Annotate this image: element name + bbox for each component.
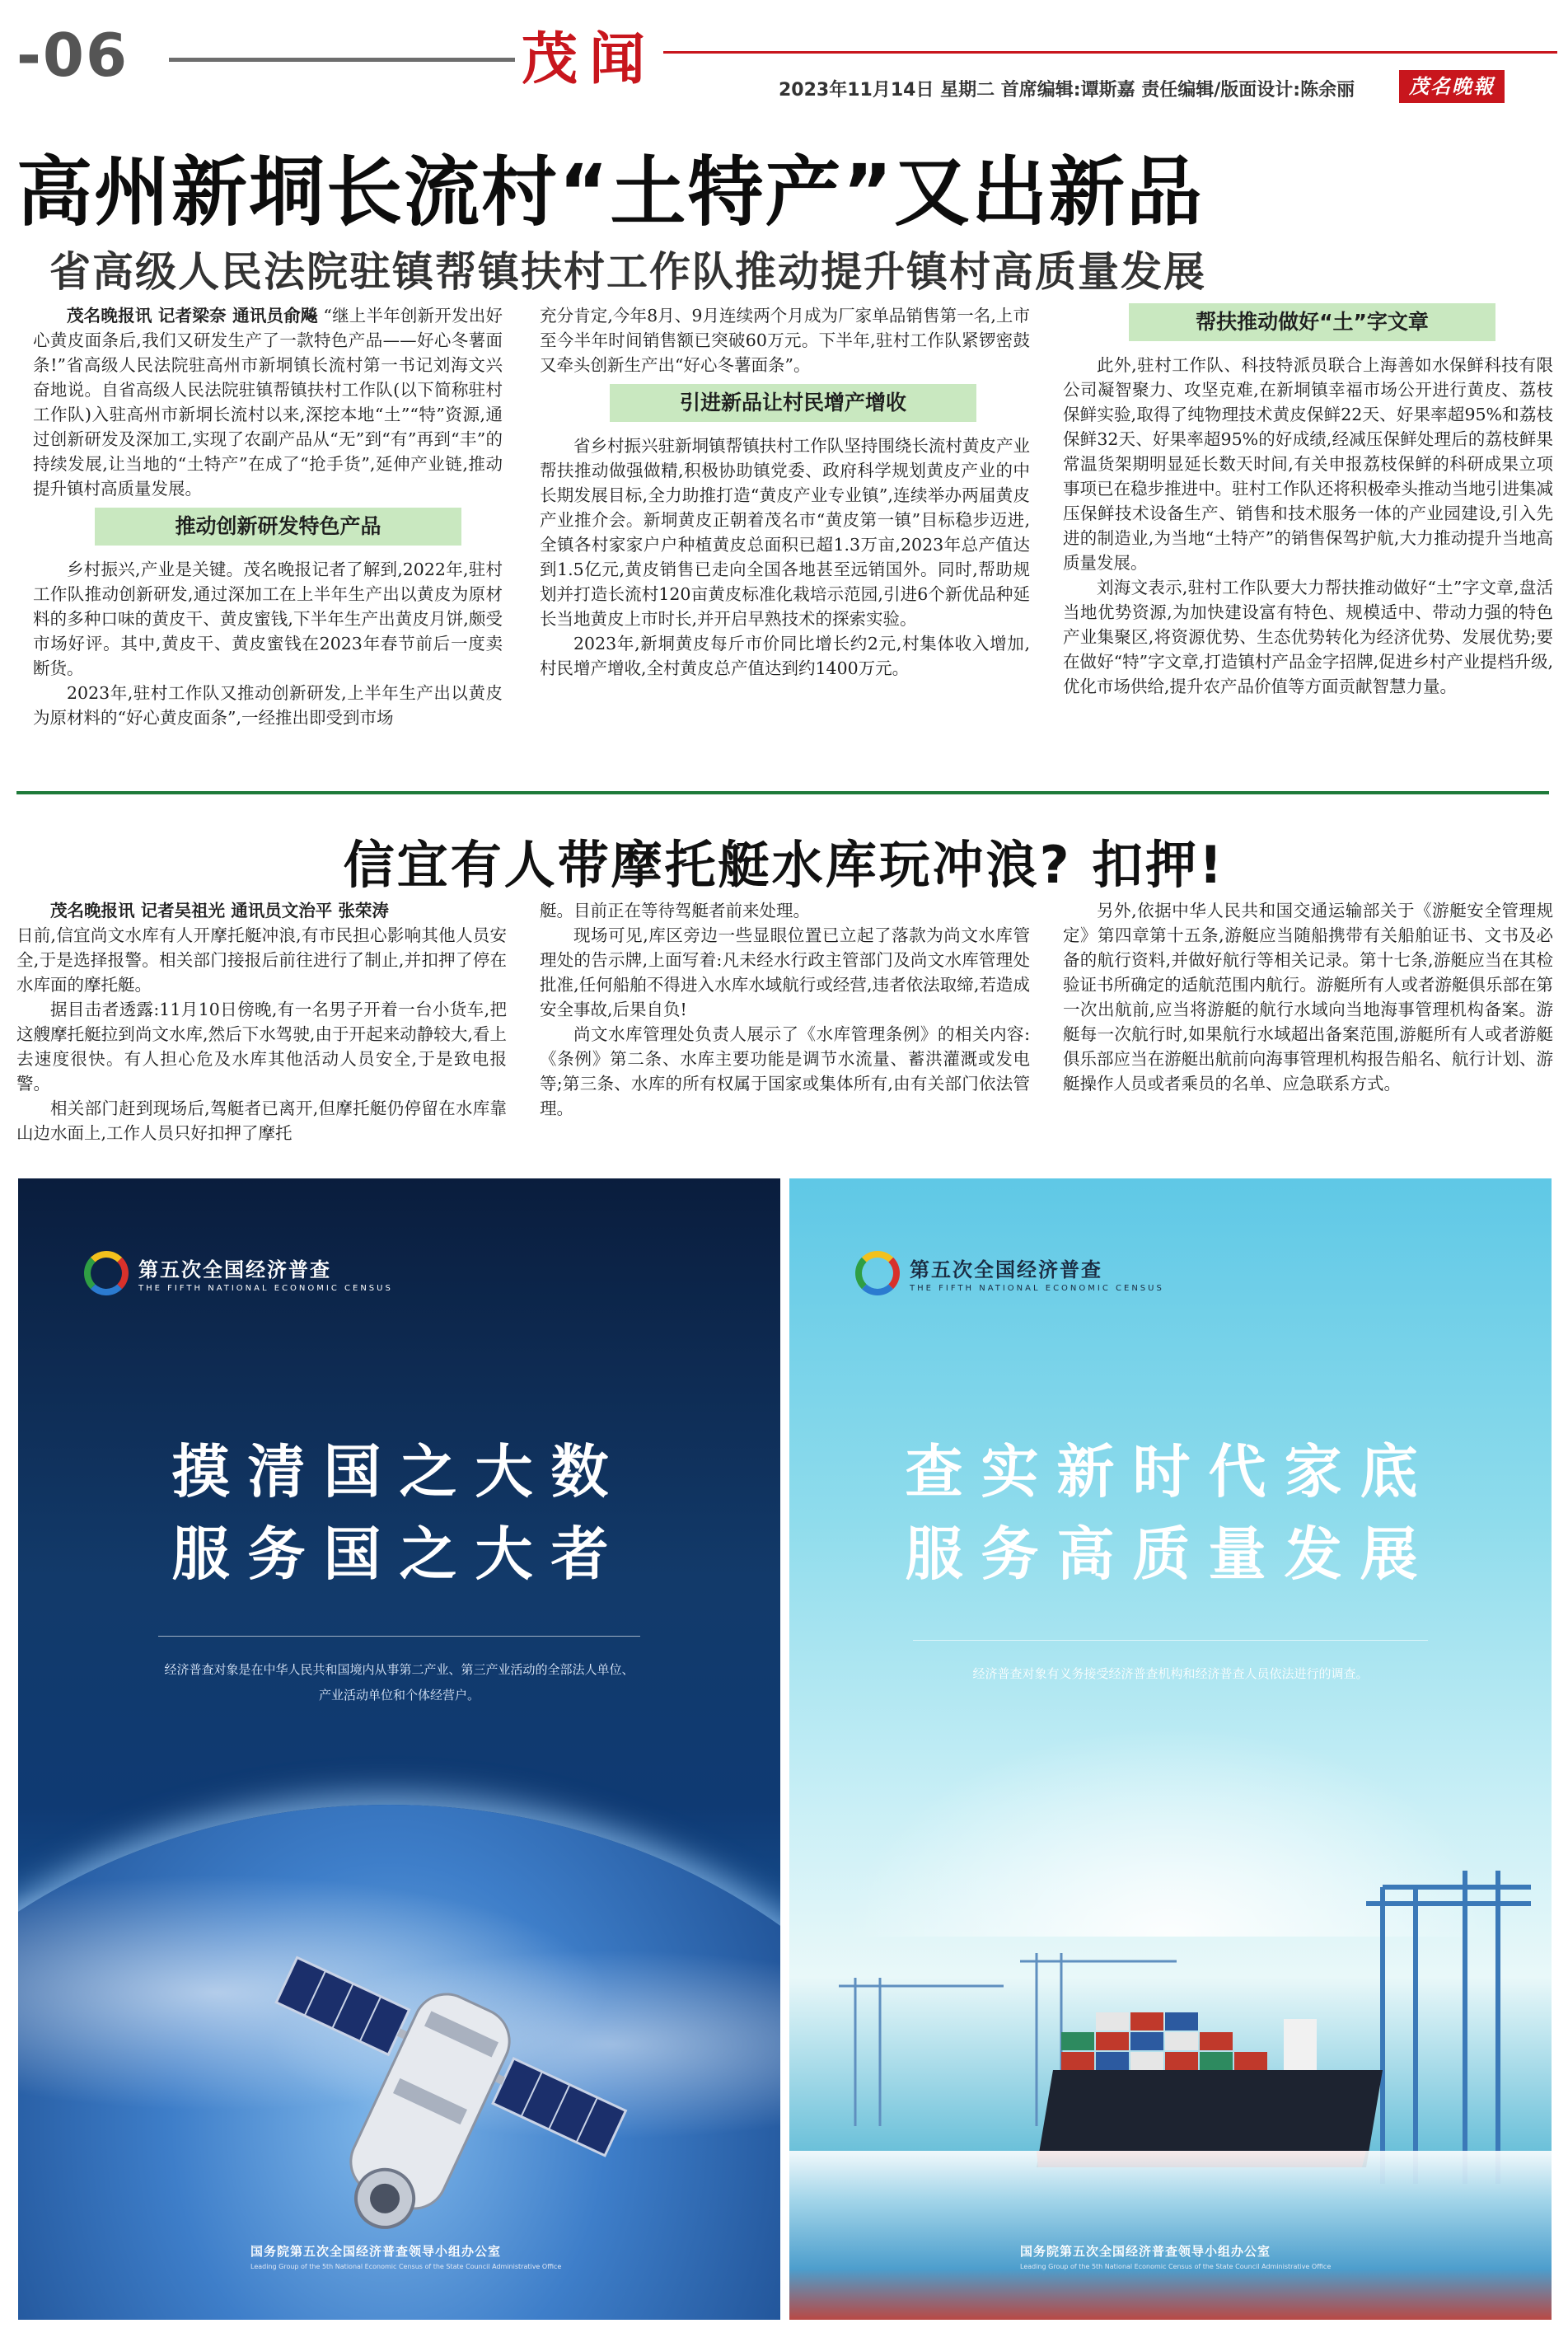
poster-left-description-2: 产业活动单位和个体经营户。 xyxy=(318,1688,480,1703)
census-emblem-icon xyxy=(84,1251,129,1295)
article2-col2-p2: 现场可见,库区旁边一些显眼位置已立起了落款为尚文水库管理处的告示牌,上面写着:凡未经水行政主管部门及尚文水库管理处批准,任何船舶不得进入水库水域航行或经营,违者依法取缔,若造成安全事故,后果自负! xyxy=(540,925,1030,1019)
article1-column-1 xyxy=(33,303,503,730)
article2-col2-p1: 艇。目前正在等待驾艇者前来处理。 xyxy=(540,901,810,920)
article1-col2-p2: 省乡村振兴驻新垌镇帮镇扶村工作队坚持围绕长流村黄皮产业帮扶推动做强做精,积极协助镇党委、政府科学规划黄皮产业的中长期发展目标,全力助推打造“黄皮产业专业镇”,连续举办两届黄皮产业推介会。新垌黄皮正朝着茂名市“黄皮第一镇”目标稳步迈进,全镇各村家家户户种植黄皮总面积已超1.3万亩,2023年总产值达到1.5亿元,黄皮销售已走向全国各地甚至远销国外。同时,帮助规划并打造长流村120亩黄皮标准化栽培示范园,引进6个新优品种延长当地黄皮上市时长,并开启早熟技术的探索实验。 xyxy=(540,436,1030,629)
article1-col2-p3: 2023年,新垌黄皮每斤市价同比增长约2元,村集体收入增加,村民增产增收,全村黄皮总产值达到约1400万元。 xyxy=(540,634,1030,678)
article2-column-1 xyxy=(16,898,507,1145)
article1-box-innovation: 推动创新研发特色产品 xyxy=(95,508,461,546)
article2-column-2 xyxy=(540,898,1030,1121)
article1-col1-p3: 2023年,驻村工作队又推动创新研发,上半年生产出以黄皮为原材料的“好心黄皮面条”,一经推出即受到市场 xyxy=(33,683,503,728)
poster-right-issuer-en: Leading Group of the 5th National Economic Census of the State Council Administrative Office xyxy=(1020,2263,1332,2270)
poster-left-slogan-2: 服务国之大者 xyxy=(171,1520,627,1588)
article1-lead-paragraph xyxy=(33,303,503,501)
article2-byline-line xyxy=(16,898,507,923)
article2-col3-p1: 另外,依据中华人民共和国交通运输部关于《游艇安全管理规定》第四章第十五条,游艇应当随船携带有关船舶证书、文书及必备的航行资料,并做好航行等相关记录。第十七条,游艇应当在其检验证书所确定的适航范围内航行。游艇所有人或者游艇俱乐部在第一次出航前,应当将游艇的航行水域向当地海事管理机构备案。游艇每一次航行时,如果航行水域超出备案范围,游艇所有人或者游艇俱乐部应当在游艇出航前向海事管理机构报告船名、航行计划、游艇操作人员或者乘员的名单、应急联系方式。 xyxy=(1063,901,1553,1094)
poster-right-issuer: 国务院第五次全国经济普查领导小组办公室 xyxy=(1020,2244,1271,2259)
poster-left-issuer: 国务院第五次全国经济普查领导小组办公室 xyxy=(250,2244,502,2259)
space-station-image xyxy=(216,1928,644,2274)
poster-left-slogan-1: 摸清国之大数 xyxy=(171,1438,627,1506)
article1-byline: 茂名晚报讯 记者梁奈 通讯员俞飚 xyxy=(67,306,318,326)
poster-right-slogan-2: 服务高质量发展 xyxy=(905,1520,1436,1588)
poster-right-footer xyxy=(1020,2242,1331,2270)
section-name: 茂闻 xyxy=(522,27,658,92)
article1-col3-p1: 此外,驻村工作队、科技特派员联合上海善如水保鲜科技有限公司凝智聚力、攻坚克难,在新垌镇幸福市场公开进行黄皮、荔枝保鲜实验,取得了纯物理技术黄皮保鲜22天、好果率超95%和荔枝保鲜32天、好果率超95%的好成绩,经减压保鲜处理后的荔枝鲜果常温货架期明显延长数天时间,有关申报荔枝保鲜的科研成果立项事项已在稳步推进中。驻村工作队还将积极牵头推动当地引进集减压保鲜技术设备生产、销售和技术服务一体的产业园建设,引入先进的制造业,为当地“土特产”的销售保驾护航,大力推动提升当地高质量发展。 xyxy=(1063,355,1553,573)
poster-right-description: 经济普查对象有义务接受经济普查机构和经济普查人员依法进行的调查。 xyxy=(972,1666,1369,1681)
masthead xyxy=(0,0,1568,115)
section-divider xyxy=(16,791,1549,794)
article2-byline: 茂名晚报讯 记者吴祖光 通讯员文治平 张荣涛 xyxy=(50,901,389,920)
article2-col1-p1: 日前,信宜尚文水库有人开摩托艇冲浪,有市民担心影响其他人员安全,于是选择报警。相关部门接报后前往进行了制止,并扣押了停在水库面的摩托艇。 xyxy=(16,925,507,995)
article1-box-local-specialty: 帮扶推动做好“土”字文章 xyxy=(1129,303,1495,341)
article1-subheadline: 省高级人民法院驻镇帮镇扶村工作队推动提升镇村高质量发展 xyxy=(49,248,1206,296)
article1-box-new-products: 引进新品让村民增产增收 xyxy=(610,384,976,422)
article2-col1-p3: 相关部门赶到现场后,驾艇者已离开,但摩托艇仍停留在水库靠山边水面上,工作人员只好扣押了摩托 xyxy=(16,1098,507,1143)
census-poster-port xyxy=(789,1178,1552,2320)
cargo-ship-port-image xyxy=(789,1854,1552,2200)
census-poster-space xyxy=(18,1178,780,2320)
page-number: -06 xyxy=(16,21,129,90)
census-logo-en: THE FIFTH NATIONAL ECONOMIC CENSUS xyxy=(910,1284,1164,1293)
sea-image xyxy=(789,2151,1552,2320)
census-emblem-icon xyxy=(855,1251,900,1295)
article2-column-3 xyxy=(1063,898,1553,1096)
article1-col2-p1: 充分肯定,今年8月、9月连续两个月成为厂家单品销售第一名,上市至今半年时间销售额已突破60万元。下半年,驻村工作队紧锣密鼓又牵头创新生产出“好心冬薯面条”。 xyxy=(540,306,1030,375)
poster-right-separator xyxy=(913,1640,1428,1641)
article2-col1-p2: 据目击者透露:11月10日傍晚,有一名男子开着一台小货车,把这艘摩托艇拉到尚文水库,然后下水驾驶,由于开起来动静较大,看上去速度很快。有人担心危及水库其他活动人员安全,于是致电报警。 xyxy=(16,1000,507,1094)
issue-info: 2023年11月14日 星期二 首席编辑:谭斯嘉 责任编辑/版面设计:陈余丽 xyxy=(779,80,1355,101)
census-logo-en: THE FIFTH NATIONAL ECONOMIC CENSUS xyxy=(138,1284,393,1293)
newspaper-logo: 茂名晚報 xyxy=(1399,70,1505,103)
census-logo xyxy=(84,1251,393,1295)
census-logo-cn: 第五次全国经济普查 xyxy=(138,1258,331,1281)
poster-left-issuer-en: Leading Group of the 5th National Economic Census of the State Council Administrative Office xyxy=(250,2263,562,2270)
article1-col3-p2: 刘海文表示,驻村工作队要大力帮扶推动做好“土”字文章,盘活当地优势资源,为加快建设富有特色、规模适中、带动力强的特色产业集聚区,将资源优势、生态优势转化为经济优势、发展优势;要在做好“特”字文章,打造镇村产品金字招牌,促进乡村产业提档升级,优化市场供给,提升农产品价值等方面贡献智慧力量。 xyxy=(1063,578,1553,696)
poster-left-footer xyxy=(250,2242,561,2270)
article1-column-2 xyxy=(540,303,1030,681)
article1-col1-p1: “继上半年创新开发出好心黄皮面条后,我们又研发生产了一款特色产品——好心冬薯面条!”省高级人民法院驻高州市新垌镇长流村第一书记刘海文兴奋地说。自省高级人民法院驻镇帮镇扶村工作队(以下简称驻村工作队)入驻高州市新垌长流村以来,深挖本地“土”“特”资源,通过创新研发及深加工,实现了农副产品从“无”到“有”再到“丰”的持续发展,让当地的“土特产”在成了“抢手货”,延伸产业链,推动提升镇村高质量发展。 xyxy=(33,306,503,499)
poster-right-slogan-1: 查实新时代家底 xyxy=(905,1438,1436,1506)
article1-column-3 xyxy=(1063,303,1553,699)
masthead-rule-left xyxy=(169,58,515,62)
article1-col1-p2: 乡村振兴,产业是关键。茂名晚报记者了解到,2022年,驻村工作队推动创新研发,通过深加工在上半年生产出以黄皮为原材料的多种口味的黄皮干、黄皮蜜钱,下半年生产出黄皮月饼,颇受市场好评。其中,黄皮干、黄皮蜜钱在2023年春节前后一度卖断货。 xyxy=(33,560,503,678)
article2-col2-p3: 尚文水库管理处负责人展示了《水库管理条例》的相关内容:《条例》第二条、水库主要功能是调节水流量、蓄洪灌溉或发电等;第三条、水库的所有权属于国家或集体所有,由有关部门依法管理。 xyxy=(540,1024,1030,1118)
census-logo-cn: 第五次全国经济普查 xyxy=(910,1258,1102,1281)
poster-left-separator xyxy=(158,1636,640,1637)
census-logo xyxy=(855,1251,1164,1295)
article1-headline: 高州新垌长流村“土特产”又出新品 xyxy=(16,148,1204,237)
poster-left-description-1: 经济普查对象是在中华人民共和国境内从事第二产业、第三产业活动的全部法人单位、 xyxy=(164,1662,634,1677)
masthead-rule-right xyxy=(663,51,1557,54)
article2-headline: 信宜有人带摩托艇水库玩冲浪? 扣押! xyxy=(343,835,1225,895)
